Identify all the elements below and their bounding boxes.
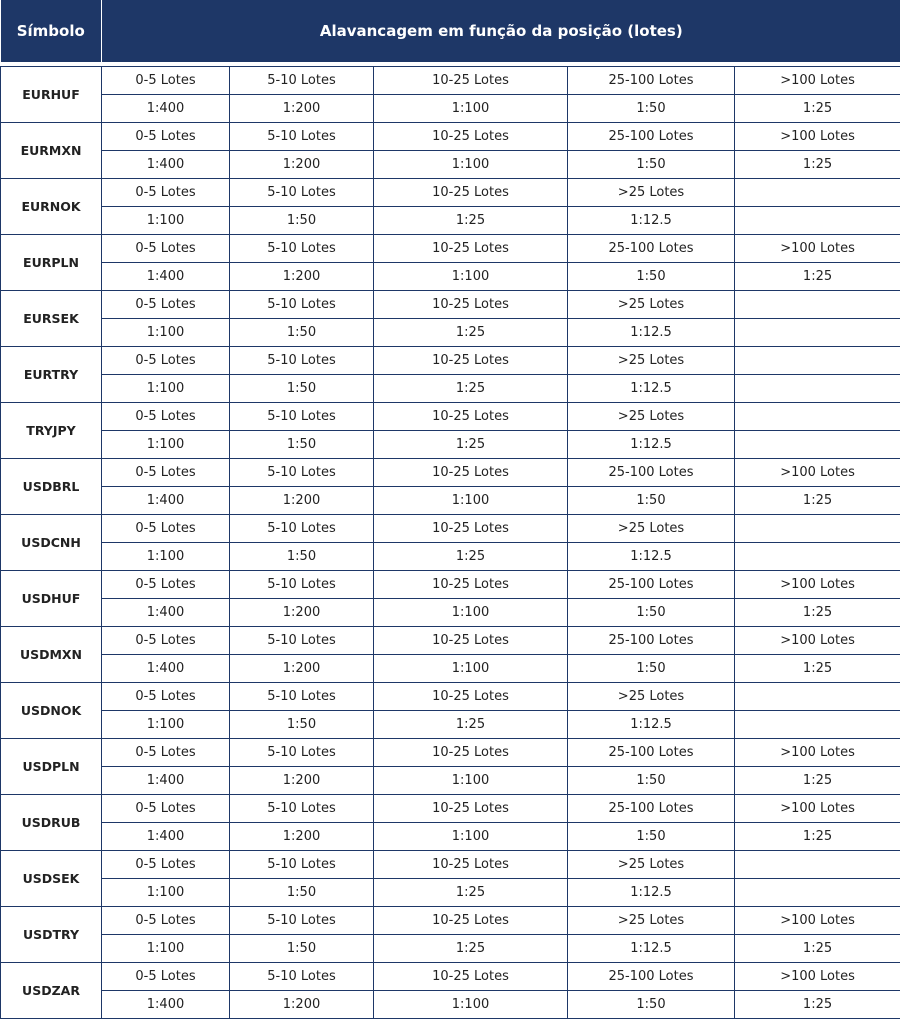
symbol-cell: USDRUB bbox=[1, 795, 102, 851]
leverage-ratio-cell: 1:50 bbox=[230, 319, 374, 347]
lot-range-cell: 10-25 Lotes bbox=[374, 179, 568, 207]
lot-range-cell: >100 Lotes bbox=[735, 627, 900, 655]
lot-range-cell: 5-10 Lotes bbox=[230, 179, 374, 207]
symbol-cell: USDCNH bbox=[1, 515, 102, 571]
leverage-ratio-cell: 1:400 bbox=[102, 487, 230, 515]
symbol-cell: USDPLN bbox=[1, 739, 102, 795]
leverage-ratio-cell bbox=[735, 375, 900, 403]
lot-range-cell: 5-10 Lotes bbox=[230, 235, 374, 263]
leverage-ratio-cell: 1:50 bbox=[230, 375, 374, 403]
symbol-cell: USDNOK bbox=[1, 683, 102, 739]
lot-range-cell bbox=[735, 683, 900, 711]
lot-range-cell: 10-25 Lotes bbox=[374, 403, 568, 431]
leverage-ratio-cell: 1:50 bbox=[230, 543, 374, 571]
table-row-tiers bbox=[1, 235, 900, 263]
lot-range-cell: 0-5 Lotes bbox=[102, 291, 230, 319]
leverage-ratio-cell: 1:200 bbox=[230, 655, 374, 683]
lot-range-cell: 5-10 Lotes bbox=[230, 347, 374, 375]
lot-range-cell: >100 Lotes bbox=[735, 459, 900, 487]
table-row-tiers bbox=[1, 795, 900, 823]
leverage-ratio-cell: 1:50 bbox=[230, 879, 374, 907]
lot-range-cell: 0-5 Lotes bbox=[102, 739, 230, 767]
leverage-ratio-cell: 1:400 bbox=[102, 767, 230, 795]
table-row-tiers bbox=[1, 291, 900, 319]
symbol-cell: USDMXN bbox=[1, 627, 102, 683]
leverage-ratio-cell: 1:25 bbox=[374, 543, 568, 571]
leverage-ratio-cell: 1:100 bbox=[374, 95, 568, 123]
leverage-ratio-cell: 1:25 bbox=[374, 879, 568, 907]
lot-range-cell: 25-100 Lotes bbox=[568, 571, 735, 599]
leverage-ratio-cell bbox=[735, 207, 900, 235]
lot-range-cell: 0-5 Lotes bbox=[102, 123, 230, 151]
leverage-ratio-cell: 1:100 bbox=[102, 935, 230, 963]
lot-range-cell: 0-5 Lotes bbox=[102, 963, 230, 991]
lot-range-cell: >100 Lotes bbox=[735, 235, 900, 263]
leverage-ratio-cell bbox=[735, 711, 900, 739]
leverage-ratio-cell: 1:100 bbox=[102, 375, 230, 403]
leverage-ratio-cell: 1:12.5 bbox=[568, 879, 735, 907]
leverage-ratio-cell: 1:200 bbox=[230, 263, 374, 291]
lot-range-cell: 10-25 Lotes bbox=[374, 235, 568, 263]
leverage-ratio-cell: 1:25 bbox=[735, 95, 900, 123]
leverage-ratio-cell: 1:12.5 bbox=[568, 207, 735, 235]
leverage-ratio-cell: 1:100 bbox=[102, 319, 230, 347]
lot-range-cell: >25 Lotes bbox=[568, 179, 735, 207]
table-row-tiers bbox=[1, 963, 900, 991]
lot-range-cell bbox=[735, 291, 900, 319]
table-row-leverage bbox=[1, 767, 900, 795]
table-row-tiers bbox=[1, 459, 900, 487]
lot-range-cell: 5-10 Lotes bbox=[230, 67, 374, 95]
leverage-ratio-cell: 1:25 bbox=[374, 711, 568, 739]
lot-range-cell: >25 Lotes bbox=[568, 403, 735, 431]
table-row-tiers bbox=[1, 851, 900, 879]
lot-range-cell: 10-25 Lotes bbox=[374, 683, 568, 711]
leverage-ratio-cell bbox=[735, 319, 900, 347]
lot-range-cell: >100 Lotes bbox=[735, 739, 900, 767]
leverage-ratio-cell: 1:50 bbox=[230, 431, 374, 459]
leverage-ratio-cell: 1:400 bbox=[102, 823, 230, 851]
leverage-ratio-cell: 1:25 bbox=[735, 599, 900, 627]
lot-range-cell: 0-5 Lotes bbox=[102, 347, 230, 375]
symbol-cell: USDBRL bbox=[1, 459, 102, 515]
lot-range-cell: 10-25 Lotes bbox=[374, 515, 568, 543]
leverage-ratio-cell: 1:12.5 bbox=[568, 375, 735, 403]
leverage-ratio-cell: 1:50 bbox=[568, 991, 735, 1019]
leverage-ratio-cell: 1:100 bbox=[102, 711, 230, 739]
leverage-ratio-cell: 1:12.5 bbox=[568, 935, 735, 963]
lot-range-cell: 10-25 Lotes bbox=[374, 851, 568, 879]
lot-range-cell: >100 Lotes bbox=[735, 571, 900, 599]
leverage-ratio-cell: 1:200 bbox=[230, 599, 374, 627]
table-header bbox=[1, 0, 900, 62]
lot-range-cell bbox=[735, 179, 900, 207]
lot-range-cell: 25-100 Lotes bbox=[568, 123, 735, 151]
lot-range-cell: 10-25 Lotes bbox=[374, 459, 568, 487]
leverage-ratio-cell: 1:25 bbox=[735, 991, 900, 1019]
lot-range-cell: >25 Lotes bbox=[568, 683, 735, 711]
table-row-leverage bbox=[1, 711, 900, 739]
leverage-ratio-cell: 1:100 bbox=[374, 263, 568, 291]
lot-range-cell: 0-5 Lotes bbox=[102, 851, 230, 879]
table-row-tiers bbox=[1, 739, 900, 767]
table-row-tiers bbox=[1, 123, 900, 151]
leverage-ratio-cell: 1:50 bbox=[568, 487, 735, 515]
lot-range-cell: 10-25 Lotes bbox=[374, 67, 568, 95]
table-row-tiers bbox=[1, 67, 900, 95]
lot-range-cell: 0-5 Lotes bbox=[102, 459, 230, 487]
leverage-ratio-cell: 1:100 bbox=[374, 151, 568, 179]
leverage-ratio-cell: 1:200 bbox=[230, 95, 374, 123]
lot-range-cell: 10-25 Lotes bbox=[374, 347, 568, 375]
lot-range-cell: 5-10 Lotes bbox=[230, 571, 374, 599]
leverage-ratio-cell: 1:200 bbox=[230, 823, 374, 851]
lot-range-cell: 5-10 Lotes bbox=[230, 963, 374, 991]
table-row-leverage bbox=[1, 431, 900, 459]
lot-range-cell: 5-10 Lotes bbox=[230, 515, 374, 543]
lot-range-cell: 10-25 Lotes bbox=[374, 739, 568, 767]
lot-range-cell: 25-100 Lotes bbox=[568, 795, 735, 823]
leverage-ratio-cell: 1:12.5 bbox=[568, 319, 735, 347]
leverage-ratio-cell: 1:50 bbox=[230, 711, 374, 739]
lot-range-cell: 25-100 Lotes bbox=[568, 739, 735, 767]
lot-range-cell: >100 Lotes bbox=[735, 963, 900, 991]
table-row-tiers bbox=[1, 515, 900, 543]
symbol-cell: TRYJPY bbox=[1, 403, 102, 459]
table-row-leverage bbox=[1, 487, 900, 515]
table-body bbox=[1, 62, 900, 1019]
lot-range-cell: 5-10 Lotes bbox=[230, 795, 374, 823]
leverage-ratio-cell: 1:25 bbox=[735, 935, 900, 963]
lot-range-cell: 5-10 Lotes bbox=[230, 683, 374, 711]
table-row-leverage bbox=[1, 151, 900, 179]
lot-range-cell: 25-100 Lotes bbox=[568, 235, 735, 263]
table-row-tiers bbox=[1, 683, 900, 711]
lot-range-cell: 0-5 Lotes bbox=[102, 571, 230, 599]
table-row-tiers bbox=[1, 907, 900, 935]
leverage-column-header: Alavancagem em função da posição (lotes) bbox=[102, 0, 900, 62]
lot-range-cell: 5-10 Lotes bbox=[230, 739, 374, 767]
symbol-cell: USDZAR bbox=[1, 963, 102, 1019]
leverage-ratio-cell: 1:100 bbox=[374, 991, 568, 1019]
leverage-ratio-cell: 1:25 bbox=[374, 207, 568, 235]
leverage-ratio-cell: 1:200 bbox=[230, 487, 374, 515]
lot-range-cell bbox=[735, 851, 900, 879]
lot-range-cell: 0-5 Lotes bbox=[102, 907, 230, 935]
lot-range-cell: 0-5 Lotes bbox=[102, 795, 230, 823]
leverage-ratio-cell: 1:100 bbox=[374, 599, 568, 627]
table-row-leverage bbox=[1, 823, 900, 851]
table-row-leverage bbox=[1, 95, 900, 123]
leverage-ratio-cell: 1:50 bbox=[230, 935, 374, 963]
lot-range-cell: >25 Lotes bbox=[568, 907, 735, 935]
table-row-leverage bbox=[1, 319, 900, 347]
lot-range-cell: 10-25 Lotes bbox=[374, 571, 568, 599]
table-row-leverage bbox=[1, 879, 900, 907]
lot-range-cell: 0-5 Lotes bbox=[102, 67, 230, 95]
leverage-ratio-cell: 1:100 bbox=[374, 487, 568, 515]
leverage-ratio-cell: 1:12.5 bbox=[568, 543, 735, 571]
leverage-ratio-cell: 1:12.5 bbox=[568, 431, 735, 459]
symbol-column-header: Símbolo bbox=[1, 0, 102, 62]
lot-range-cell bbox=[735, 347, 900, 375]
leverage-ratio-cell: 1:25 bbox=[735, 487, 900, 515]
lot-range-cell: 10-25 Lotes bbox=[374, 123, 568, 151]
table-row-leverage bbox=[1, 375, 900, 403]
symbol-cell: USDTRY bbox=[1, 907, 102, 963]
table-row-tiers bbox=[1, 179, 900, 207]
leverage-ratio-cell: 1:50 bbox=[568, 767, 735, 795]
leverage-ratio-cell: 1:50 bbox=[568, 95, 735, 123]
leverage-ratio-cell bbox=[735, 431, 900, 459]
lot-range-cell: 25-100 Lotes bbox=[568, 67, 735, 95]
leverage-ratio-cell: 1:100 bbox=[102, 207, 230, 235]
symbol-cell: EURSEK bbox=[1, 291, 102, 347]
lot-range-cell: 0-5 Lotes bbox=[102, 403, 230, 431]
table-row-tiers bbox=[1, 347, 900, 375]
lot-range-cell: 25-100 Lotes bbox=[568, 459, 735, 487]
leverage-ratio-cell: 1:200 bbox=[230, 991, 374, 1019]
leverage-ratio-cell: 1:25 bbox=[374, 319, 568, 347]
lot-range-cell: 0-5 Lotes bbox=[102, 627, 230, 655]
lot-range-cell: 10-25 Lotes bbox=[374, 795, 568, 823]
table-row-leverage bbox=[1, 207, 900, 235]
table-row-leverage bbox=[1, 263, 900, 291]
leverage-ratio-cell: 1:100 bbox=[374, 767, 568, 795]
leverage-ratio-cell: 1:25 bbox=[735, 767, 900, 795]
symbol-cell: EURTRY bbox=[1, 347, 102, 403]
symbol-cell: EURHUF bbox=[1, 67, 102, 123]
table-row-leverage bbox=[1, 655, 900, 683]
table-row-leverage bbox=[1, 935, 900, 963]
leverage-ratio-cell: 1:25 bbox=[374, 431, 568, 459]
leverage-ratio-cell: 1:50 bbox=[568, 151, 735, 179]
lot-range-cell: >25 Lotes bbox=[568, 291, 735, 319]
leverage-ratio-cell: 1:25 bbox=[735, 823, 900, 851]
leverage-ratio-cell: 1:400 bbox=[102, 599, 230, 627]
lot-range-cell: 10-25 Lotes bbox=[374, 291, 568, 319]
table-row-tiers bbox=[1, 403, 900, 431]
lot-range-cell: >100 Lotes bbox=[735, 907, 900, 935]
leverage-ratio-cell: 1:100 bbox=[102, 543, 230, 571]
symbol-cell: USDSEK bbox=[1, 851, 102, 907]
table-row-tiers bbox=[1, 627, 900, 655]
lot-range-cell: >100 Lotes bbox=[735, 795, 900, 823]
lot-range-cell bbox=[735, 403, 900, 431]
lot-range-cell: 10-25 Lotes bbox=[374, 627, 568, 655]
lot-range-cell: 5-10 Lotes bbox=[230, 291, 374, 319]
leverage-ratio-cell: 1:12.5 bbox=[568, 711, 735, 739]
leverage-ratio-cell: 1:25 bbox=[735, 263, 900, 291]
lot-range-cell: 10-25 Lotes bbox=[374, 907, 568, 935]
table-row-tiers bbox=[1, 571, 900, 599]
lot-range-cell: 5-10 Lotes bbox=[230, 123, 374, 151]
leverage-ratio-cell: 1:50 bbox=[230, 207, 374, 235]
lot-range-cell: 0-5 Lotes bbox=[102, 515, 230, 543]
leverage-ratio-cell: 1:200 bbox=[230, 151, 374, 179]
leverage-ratio-cell: 1:400 bbox=[102, 655, 230, 683]
symbol-cell: USDHUF bbox=[1, 571, 102, 627]
leverage-ratio-cell: 1:25 bbox=[735, 655, 900, 683]
leverage-ratio-cell: 1:50 bbox=[568, 823, 735, 851]
leverage-ratio-cell: 1:400 bbox=[102, 95, 230, 123]
lot-range-cell: >25 Lotes bbox=[568, 851, 735, 879]
lot-range-cell: 5-10 Lotes bbox=[230, 907, 374, 935]
table-row-leverage bbox=[1, 543, 900, 571]
lot-range-cell: 25-100 Lotes bbox=[568, 627, 735, 655]
leverage-ratio-cell bbox=[735, 543, 900, 571]
lot-range-cell: 5-10 Lotes bbox=[230, 403, 374, 431]
lot-range-cell: 10-25 Lotes bbox=[374, 963, 568, 991]
leverage-ratio-cell: 1:100 bbox=[102, 879, 230, 907]
lot-range-cell: >100 Lotes bbox=[735, 67, 900, 95]
lot-range-cell bbox=[735, 515, 900, 543]
lot-range-cell: >25 Lotes bbox=[568, 515, 735, 543]
lot-range-cell: 0-5 Lotes bbox=[102, 179, 230, 207]
leverage-ratio-cell: 1:100 bbox=[374, 823, 568, 851]
leverage-ratio-cell: 1:50 bbox=[568, 263, 735, 291]
leverage-ratio-cell: 1:50 bbox=[568, 599, 735, 627]
leverage-ratio-cell: 1:400 bbox=[102, 991, 230, 1019]
leverage-ratio-cell: 1:25 bbox=[374, 375, 568, 403]
leverage-ratio-cell: 1:400 bbox=[102, 151, 230, 179]
lot-range-cell: 25-100 Lotes bbox=[568, 963, 735, 991]
lot-range-cell: 5-10 Lotes bbox=[230, 851, 374, 879]
lot-range-cell: 5-10 Lotes bbox=[230, 627, 374, 655]
lot-range-cell: >100 Lotes bbox=[735, 123, 900, 151]
table-row-leverage bbox=[1, 991, 900, 1019]
symbol-cell: EURPLN bbox=[1, 235, 102, 291]
leverage-ratio-cell: 1:25 bbox=[374, 935, 568, 963]
leverage-ratio-cell: 1:100 bbox=[374, 655, 568, 683]
leverage-ratio-cell: 1:100 bbox=[102, 431, 230, 459]
leverage-ratio-cell: 1:50 bbox=[568, 655, 735, 683]
lot-range-cell: 5-10 Lotes bbox=[230, 459, 374, 487]
lot-range-cell: 0-5 Lotes bbox=[102, 235, 230, 263]
table-row-leverage bbox=[1, 599, 900, 627]
lot-range-cell: 0-5 Lotes bbox=[102, 683, 230, 711]
leverage-ratio-cell: 1:400 bbox=[102, 263, 230, 291]
lot-range-cell: >25 Lotes bbox=[568, 347, 735, 375]
symbol-cell: EURMXN bbox=[1, 123, 102, 179]
leverage-ratio-cell bbox=[735, 879, 900, 907]
leverage-ratio-cell: 1:200 bbox=[230, 767, 374, 795]
leverage-ratio-cell: 1:25 bbox=[735, 151, 900, 179]
symbol-cell: EURNOK bbox=[1, 179, 102, 235]
